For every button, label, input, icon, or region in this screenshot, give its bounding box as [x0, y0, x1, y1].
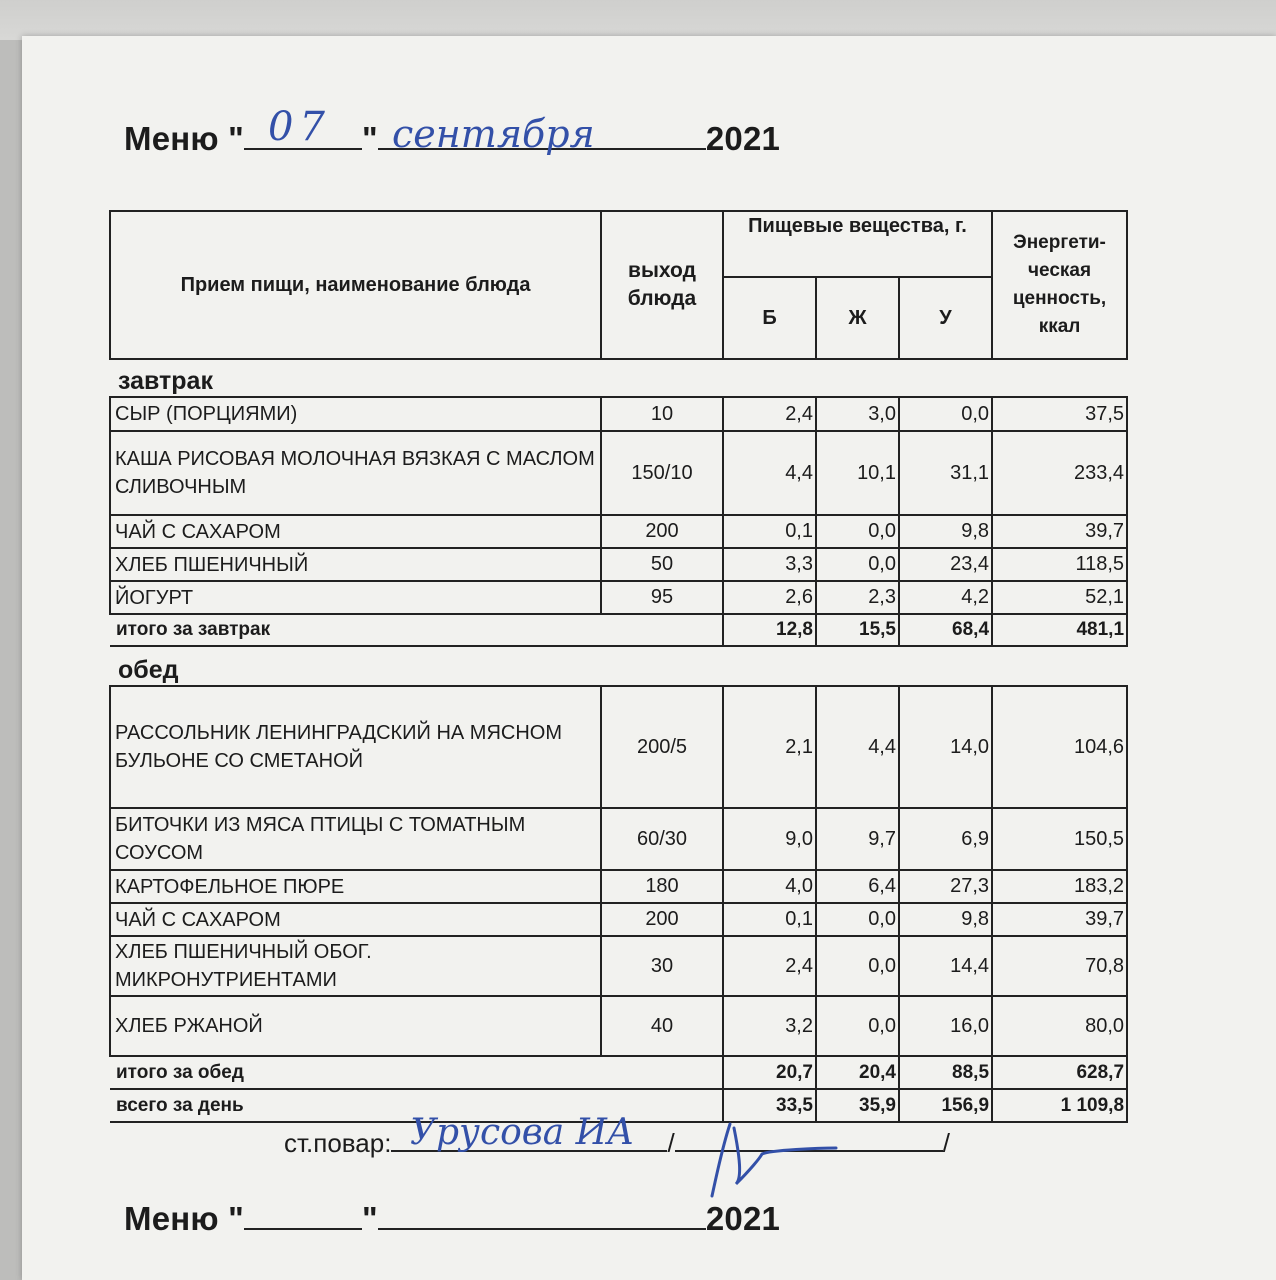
total-protein: 20,7	[723, 1056, 816, 1089]
dish-carbs: 31,1	[899, 431, 992, 515]
dish-protein: 0,1	[723, 515, 816, 548]
total-protein: 12,8	[723, 614, 816, 646]
dish-kcal: 37,5	[992, 397, 1127, 431]
table-row	[110, 431, 1127, 515]
dish-carbs: 4,2	[899, 581, 992, 614]
table-row	[110, 996, 1127, 1056]
table-row	[110, 548, 1127, 581]
dish-carbs: 6,9	[899, 808, 992, 870]
chef-name-handwritten: Урусова ИА	[410, 1112, 635, 1153]
dish-kcal: 52,1	[992, 581, 1127, 614]
dish-name: ЧАЙ С САХАРОМ	[110, 903, 601, 936]
dish-fat: 2,3	[816, 581, 899, 614]
dish-fat: 9,7	[816, 808, 899, 870]
dish-protein: 9,0	[723, 808, 816, 870]
dish-protein: 2,4	[723, 397, 816, 431]
footer-year: 2021	[705, 1200, 781, 1237]
dish-name: КАША РИСОВАЯ МОЛОЧНАЯ ВЯЗКАЯ С МАСЛОМ СЛИВОЧНЫМ	[110, 431, 601, 515]
dish-kcal: 233,4	[992, 431, 1127, 515]
dish-yield: 200/5	[601, 686, 723, 808]
dish-yield: 180	[601, 870, 723, 903]
table-row	[110, 581, 1127, 614]
table-row	[110, 870, 1127, 903]
dish-carbs: 14,4	[899, 936, 992, 996]
dish-name: ЧАЙ С САХАРОМ	[110, 515, 601, 548]
dish-fat: 0,0	[816, 548, 899, 581]
signature-mark	[700, 1118, 840, 1204]
dish-protein: 4,4	[723, 431, 816, 515]
dish-kcal: 39,7	[992, 515, 1127, 548]
dish-carbs: 23,4	[899, 548, 992, 581]
dish-yield: 30	[601, 936, 723, 996]
table-row	[110, 936, 1127, 996]
dish-protein: 0,1	[723, 903, 816, 936]
dish-fat: 0,0	[816, 903, 899, 936]
dish-protein: 2,4	[723, 936, 816, 996]
breakfast-total-label: итого за завтрак	[110, 614, 723, 646]
dish-kcal: 104,6	[992, 686, 1127, 808]
dish-carbs: 9,8	[899, 515, 992, 548]
handwritten-month: сентября	[392, 112, 595, 156]
column-header-name: Прием пищи, наименование блюда	[110, 211, 601, 359]
total-kcal: 481,1	[992, 614, 1127, 646]
column-header-zh: Ж	[816, 277, 899, 359]
dish-name: ЙОГУРТ	[110, 581, 601, 614]
dish-name: БИТОЧКИ ИЗ МЯСА ПТИЦЫ С ТОМАТНЫМ СОУСОМ	[110, 808, 601, 870]
dish-name: ХЛЕБ РЖАНОЙ	[110, 996, 601, 1056]
column-header-energy: Энергети-ческая ценность, ккал	[992, 211, 1127, 359]
dish-kcal: 150,5	[992, 808, 1127, 870]
dish-kcal: 39,7	[992, 903, 1127, 936]
section-title-lunch: обед	[118, 656, 179, 684]
dish-yield: 200	[601, 515, 723, 548]
dish-carbs: 16,0	[899, 996, 992, 1056]
dish-yield: 10	[601, 397, 723, 431]
table-row	[110, 808, 1127, 870]
dish-fat: 0,0	[816, 515, 899, 548]
footer-menu-word: Меню	[124, 1200, 219, 1237]
menu-header: Меню " " 2021	[124, 120, 781, 157]
dish-name: РАССОЛЬНИК ЛЕНИНГРАДСКИЙ НА МЯСНОМ БУЛЬОНЕ СО СМЕТАНОЙ	[110, 686, 601, 808]
dish-kcal: 118,5	[992, 548, 1127, 581]
total-carbs: 88,5	[899, 1056, 992, 1089]
chef-signature-line: ст.повар: / /	[284, 1128, 950, 1158]
total-fat: 20,4	[816, 1056, 899, 1089]
dish-kcal: 70,8	[992, 936, 1127, 996]
background-strip	[0, 0, 1276, 40]
dish-yield: 200	[601, 903, 723, 936]
header-year: 2021	[705, 120, 781, 157]
day-total-label: всего за день	[110, 1089, 723, 1122]
table-row	[110, 515, 1127, 548]
total-carbs: 156,9	[899, 1089, 992, 1122]
dish-yield: 40	[601, 996, 723, 1056]
total-carbs: 68,4	[899, 614, 992, 646]
column-header-b: Б	[723, 277, 816, 359]
dish-fat: 10,1	[816, 431, 899, 515]
column-header-u: У	[899, 277, 992, 359]
total-kcal: 628,7	[992, 1056, 1127, 1089]
menu-table	[109, 210, 1128, 1123]
dish-fat: 0,0	[816, 936, 899, 996]
dish-fat: 4,4	[816, 686, 899, 808]
dish-protein: 3,3	[723, 548, 816, 581]
dish-name: ХЛЕБ ПШЕНИЧНЫЙ	[110, 548, 601, 581]
dish-name: СЫР (ПОРЦИЯМИ)	[110, 397, 601, 431]
dish-carbs: 9,8	[899, 903, 992, 936]
table-row	[110, 397, 1127, 431]
total-protein: 33,5	[723, 1089, 816, 1122]
dish-fat: 3,0	[816, 397, 899, 431]
dish-protein: 3,2	[723, 996, 816, 1056]
dish-kcal: 80,0	[992, 996, 1127, 1056]
lunch-total-label: итого за обед	[110, 1056, 723, 1089]
breakfast-total-row	[110, 614, 1127, 646]
dish-yield: 50	[601, 548, 723, 581]
chef-label: ст.повар:	[284, 1128, 392, 1158]
dish-name: ХЛЕБ ПШЕНИЧНЫЙ ОБОГ. МИКРОНУТРИЕНТАМИ	[110, 936, 601, 996]
dish-carbs: 27,3	[899, 870, 992, 903]
dish-carbs: 14,0	[899, 686, 992, 808]
menu-footer-header: Меню " " 2021	[124, 1200, 781, 1237]
dish-carbs: 0,0	[899, 397, 992, 431]
column-header-yield: выход блюда	[601, 211, 723, 359]
dish-name: КАРТОФЕЛЬНОЕ ПЮРЕ	[110, 870, 601, 903]
menu-word: Меню	[124, 120, 219, 157]
dish-yield: 60/30	[601, 808, 723, 870]
dish-kcal: 183,2	[992, 870, 1127, 903]
section-title-breakfast: завтрак	[118, 367, 213, 395]
table-row	[110, 686, 1127, 808]
dish-fat: 6,4	[816, 870, 899, 903]
dish-fat: 0,0	[816, 996, 899, 1056]
dish-yield: 150/10	[601, 431, 723, 515]
total-kcal: 1 109,8	[992, 1089, 1127, 1122]
dish-protein: 4,0	[723, 870, 816, 903]
dish-protein: 2,6	[723, 581, 816, 614]
column-header-nutrients: Пищевые вещества, г.	[723, 211, 992, 277]
handwritten-day: 07	[268, 104, 331, 150]
total-fat: 35,9	[816, 1089, 899, 1122]
total-fat: 15,5	[816, 614, 899, 646]
dish-yield: 95	[601, 581, 723, 614]
dish-protein: 2,1	[723, 686, 816, 808]
lunch-total-row	[110, 1056, 1127, 1089]
table-row	[110, 903, 1127, 936]
